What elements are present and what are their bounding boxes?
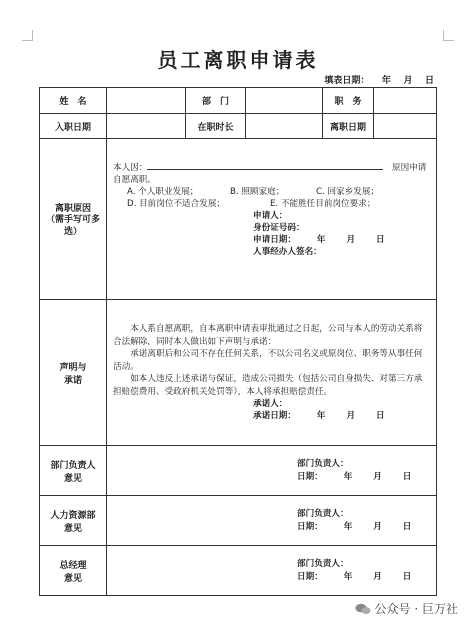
dept-label: 部 门 — [186, 88, 246, 114]
name-label: 姓 名 — [40, 88, 107, 114]
crop-mark-top-left — [22, 30, 33, 41]
crop-mark-top-right — [443, 30, 454, 41]
hr-sign-label: 人事经办人签名： — [253, 247, 322, 257]
declaration-label — [40, 300, 107, 446]
reason-prefix: 本人因： — [113, 163, 148, 173]
position-field[interactable] — [374, 88, 437, 114]
approval-resp: 部门负责人： — [297, 458, 349, 469]
id-number-label: 身份证号码： — [253, 223, 305, 233]
hire-date-field[interactable] — [107, 114, 186, 139]
approval-label-line1: 总经理 — [59, 560, 87, 571]
option-b[interactable]: B. 照顾家庭； — [230, 187, 285, 197]
promiser-label: 承诺人： — [253, 399, 288, 409]
promise-date-label: 承诺日期： 年 月 日 — [253, 411, 385, 421]
option-e[interactable]: E. 不能胜任目前岗位要求； — [270, 199, 376, 209]
approval-field[interactable] — [107, 496, 437, 546]
table-row — [40, 139, 437, 300]
table-row — [40, 300, 437, 446]
declaration-p2: 承诺离职后和公司不存在任何关系，不以公司名义或原岗位、职务等从事任何活动。 — [113, 349, 423, 372]
approval-resp: 部门负责人： — [297, 558, 349, 569]
table-row — [40, 88, 437, 114]
table-row — [40, 496, 437, 546]
position-label: 职 务 — [323, 88, 374, 114]
approval-label-line1: 部门负责人 — [50, 460, 96, 471]
approval-label-line2: 意见 — [63, 473, 82, 484]
declaration-label-line2: 承诺 — [63, 375, 82, 386]
approval-label-line2: 意见 — [63, 573, 82, 584]
watermark — [355, 600, 458, 617]
hire-date-label: 入职日期 — [40, 114, 107, 139]
resignation-form-table — [39, 87, 437, 596]
approval-date: 日期： 年 月 日 — [297, 571, 412, 582]
leave-date-field[interactable] — [374, 114, 437, 139]
tenure-field[interactable] — [246, 114, 323, 139]
approval-field[interactable] — [107, 446, 437, 496]
reason-blank[interactable] — [147, 160, 383, 170]
declaration-p1: 本人系自愿离职，自本离职申请表审批通过之日起，公司与本人的劳动关系将合法解除，同时本人做出如下声明与承诺： — [113, 324, 423, 347]
approval-date: 日期： 年 月 日 — [297, 521, 412, 532]
declaration-label-line1: 声明与 — [59, 362, 87, 373]
reason-label-line2: （需手写可多选） — [46, 214, 101, 237]
name-field[interactable] — [107, 88, 186, 114]
option-d[interactable]: D. 目前岗位不适合发展； — [127, 199, 226, 209]
reason-line2: 自愿离职。 — [113, 175, 156, 185]
approval-date: 日期： 年 月 日 — [297, 471, 412, 482]
fill-date: 填表日期： 年 月 日 — [324, 76, 434, 86]
dept-field[interactable] — [246, 88, 323, 114]
declaration-text — [107, 300, 437, 446]
approval-label — [40, 496, 107, 546]
applicant-label: 申请人： — [253, 211, 288, 221]
declaration-p3: 如本人违反上述承诺与保证，造成公司损失（包括公司自身损失、对第三方承担赔偿费用、受政府机关处罚等），本人将承担赔偿责任。 — [113, 374, 423, 397]
reason-field[interactable] — [107, 139, 437, 300]
option-c[interactable]: C. 回家乡发展； — [316, 187, 380, 197]
table-row — [40, 446, 437, 496]
leave-date-label: 离职日期 — [323, 114, 374, 139]
approval-resp: 部门负责人： — [297, 508, 349, 519]
form-title: 员工离职申请表 — [157, 48, 319, 72]
reason-suffix: 原因申请 — [392, 163, 427, 173]
tenure-label: 在职时长 — [186, 114, 246, 139]
apply-date-label: 申请日期： 年 月 日 — [253, 235, 385, 245]
approval-label — [40, 546, 107, 596]
approval-field[interactable] — [107, 546, 437, 596]
approval-label-line2: 意见 — [63, 523, 82, 534]
reason-label-line1: 离职原因 — [54, 203, 91, 214]
watermark-text: 公众号 · 巨万社 — [374, 602, 458, 616]
table-row — [40, 546, 437, 596]
option-a[interactable]: A. 个人职业发展； — [127, 187, 199, 197]
approval-label-line1: 人力资源部 — [50, 510, 96, 521]
table-row — [40, 114, 437, 139]
wechat-icon — [355, 603, 371, 615]
approval-label — [40, 446, 107, 496]
reason-label — [40, 139, 107, 300]
